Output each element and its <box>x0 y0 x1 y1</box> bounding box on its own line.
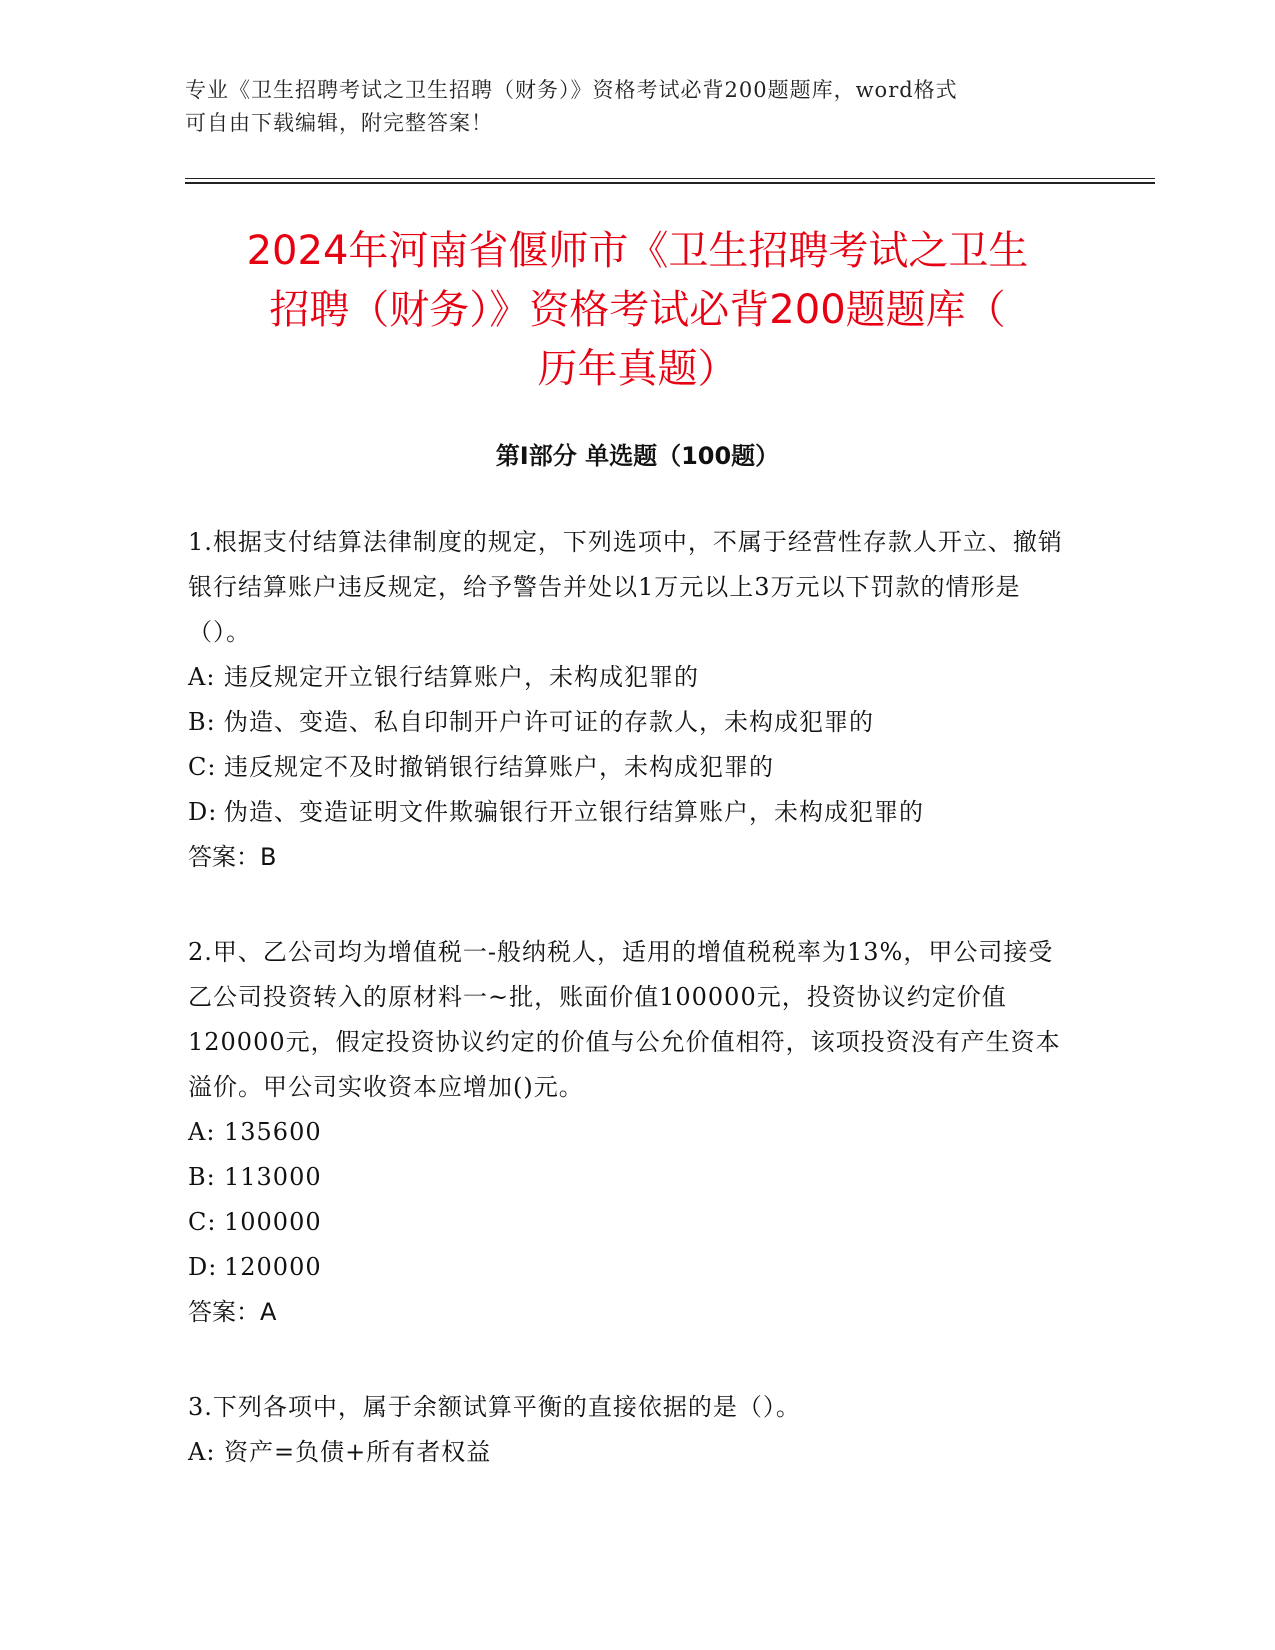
title-line1: 2024年河南省偃师市《卫生招聘考试之卫生 <box>246 228 1029 274</box>
option-text: 违反规定开立银行结算账户，未构成犯罪的 <box>224 663 699 691</box>
option-d <box>188 790 1068 835</box>
option-text: 违反规定不及时撤销银行结算账户，未构成犯罪的 <box>224 753 774 781</box>
question-2 <box>188 930 1068 1335</box>
header-note-line2: 可自由下载编辑，附完整答案！ <box>185 111 493 135</box>
header-divider-thin <box>185 178 1155 179</box>
option-c <box>188 745 1068 790</box>
option-a <box>188 1110 1068 1155</box>
question-stem: 1.根据支付结算法律制度的规定，下列选项中，不属于经营性存款人开立、撤销银行结算账户违反规定，给予警告并处以1万元以上3万元以下罚款的情形是（）。 <box>188 528 1063 646</box>
option-b <box>188 1155 1068 1200</box>
option-text: 113000 <box>224 1163 322 1191</box>
option-text: 伪造、变造、私自印制开户许可证的存款人，未构成犯罪的 <box>224 708 874 736</box>
question-1 <box>188 520 1068 880</box>
question-stem: 2.甲、乙公司均为增值税一-般纳税人，适用的增值税税率为13%，甲公司接受乙公司投资转入的原材料一~批，账面价值100000元，投资协议约定价值120000元，假定投资协议约定的价值与公允价值相符，该项投资没有产生资本溢价。甲公司实收资本应增加()元。 <box>188 938 1061 1101</box>
option-text: 120000 <box>224 1253 322 1281</box>
option-key: C: <box>188 753 217 781</box>
question-stem: 3.下列各项中，属于余额试算平衡的直接依据的是（）。 <box>188 1393 801 1421</box>
option-text: 伪造、变造证明文件欺骗银行开立银行结算账户，未构成犯罪的 <box>224 798 924 826</box>
section-heading: 第I部分 单选题（100题） <box>495 442 780 470</box>
option-key: A: <box>188 663 216 691</box>
option-a <box>188 655 1068 700</box>
title-line3: 历年真题） <box>537 346 738 392</box>
title-line2: 招聘（财务）》资格考试必背200题题库（ <box>269 287 1006 333</box>
option-d <box>188 1245 1068 1290</box>
option-key: D: <box>188 798 218 826</box>
option-key: A: <box>188 1438 216 1466</box>
answer: 答案：B <box>188 843 277 871</box>
option-key: D: <box>188 1253 218 1281</box>
option-text: 资产=负债+所有者权益 <box>224 1438 492 1466</box>
option-b <box>188 700 1068 745</box>
question-3 <box>188 1385 1068 1475</box>
header-note-line1: 专业《卫生招聘考试之卫生招聘（财务）》资格考试必背200题题库，word格式 <box>185 78 958 102</box>
header-note <box>185 74 1075 140</box>
option-key: B: <box>188 1163 216 1191</box>
option-key: C: <box>188 1208 217 1236</box>
option-c <box>188 1200 1068 1245</box>
option-key: B: <box>188 708 216 736</box>
option-text: 100000 <box>224 1208 322 1236</box>
option-key: A: <box>188 1118 216 1146</box>
answer: 答案：A <box>188 1298 277 1326</box>
header-divider-thick <box>185 182 1155 184</box>
option-a <box>188 1430 1068 1475</box>
option-text: 135600 <box>224 1118 322 1146</box>
document-title <box>170 222 1105 399</box>
